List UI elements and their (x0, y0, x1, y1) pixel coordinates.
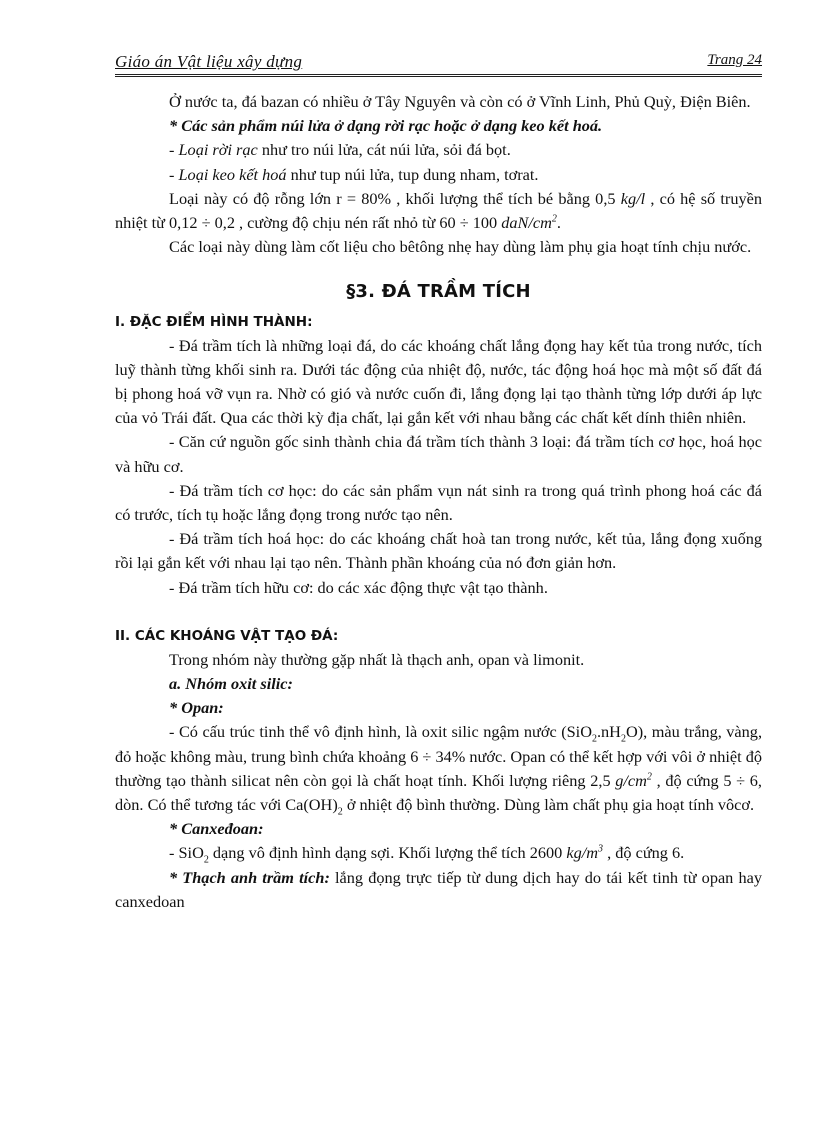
heading: II. CÁC KHOÁNG VẬT TẠO ĐÁ: (115, 627, 339, 644)
unit: daN/cm (501, 213, 552, 233)
text: . (556, 213, 561, 233)
text: như tro núi lửa, cát núi lửa, sỏi đá bọt. (257, 140, 511, 160)
paragraph: - Căn cứ nguồn gốc sinh thành chia đá trầm tích thành 3 loại: đá trầm tích cơ học, hoá học và hữu cơ. (115, 432, 762, 476)
unit: kg/l (620, 188, 646, 208)
paragraph (115, 163, 762, 187)
emphasis: Loại rời rạc (178, 140, 258, 160)
header-page-number: Trang 24 (707, 52, 762, 68)
text: ở nhiệt độ bình thường. Dùng làm chất phụ gia hoạt tính vôcơ. (342, 795, 755, 815)
header-rule (115, 74, 762, 78)
spacer (115, 600, 762, 624)
text: - (169, 140, 179, 160)
paragraph: - Đá trầm tích là những loại đá, do các khoáng chất lắng đọng hay kết tủa trong nước, tích luỹ thành từng khối sinh ra. Dưới tác động của nhiệt độ, nước, tác động hoá học mà một số đất đá bị phong hoá vỡ vụn ra. Nhờ có gió và nước cuốn đi, lắng đọng lại tạo thành từng lớp dưới áp lực của vỏ Trái đất. Qua các thời kỳ địa chất, lại gắn kết với nhau bằng các chất kết dính thiên nhiên. (115, 335, 762, 428)
header-title: Giáo án Vật liệu xây dựng (115, 52, 303, 71)
page-header (115, 52, 762, 74)
text: lắng đọng trực tiếp từ dung dịch hay do tái kết tinh từ opan hay canxedoan (115, 867, 762, 911)
superscript: 3 (598, 844, 604, 856)
emphasis: * Thạch anh trầm tích: (169, 867, 330, 887)
paragraph: - Đá trầm tích hữu cơ: do các xác động thực vật tạo thành. (169, 577, 548, 597)
text: .nH (596, 722, 621, 742)
paragraph: - Đá trầm tích cơ học: do các sản phẩm vụn nát sinh ra trong quá trình phong hoá các đá có trước, tích tụ hoặc lắng đọng trong nước tạo nên. (115, 480, 762, 525)
paragraph: Trong nhóm này thường gặp nhất là thạch anh, opan và limonit. (169, 649, 585, 669)
subscript: 2 (591, 733, 597, 745)
section-title: §3. ĐÁ TRẦM TÍCH (346, 281, 531, 303)
subheading: * Opan: (169, 698, 224, 718)
subheading: a. Nhóm oxit silic: (169, 674, 293, 694)
paragraph: - Đá trầm tích hoá học: do các khoáng chất hoà tan trong nước, kết tủa, lắng đọng xuống rồi lại gắn kết với nhau lại tạo nên. Thành phần khoáng của nó đơn giản hơn. (115, 529, 762, 573)
paragraph (115, 841, 762, 865)
heading: I. ĐẶC ĐIỂM HÌNH THÀNH: (115, 313, 313, 330)
page-content (115, 90, 762, 914)
text: O), màu trắng, vàng, đỏ hoặc không màu, trung bình chứa khoảng 6 ÷ 34% nước. Opan có thể kết hợp với vôi ở nhiệt độ thường tạo thành silicat nên còn gọi là chất hoạt tính. Khối lượng riêng 2,5 (115, 722, 763, 790)
text: , độ cứng 5 ÷ 6, dòn. Có thể tương tác với Ca(OH) (115, 770, 762, 815)
subheading: * Canxeđoan: (169, 819, 264, 839)
superscript: 2 (646, 771, 652, 783)
subheading: * Các sản phẩm núi lửa ở dạng rời rạc hoặc ở dạng keo kết hoá. (169, 116, 603, 136)
paragraph: Ở nước ta, đá bazan có nhiều ở Tây Nguyên và còn có ở Vĩnh Linh, Phủ Quỳ, Điện Biên. (169, 92, 751, 111)
text: như tup núi lửa, tup dung nham, tơrat. (286, 164, 539, 184)
paragraph (115, 866, 762, 914)
text: - SiO (169, 843, 204, 863)
text: , độ cứng 6. (603, 843, 685, 863)
text: - (169, 164, 179, 184)
subscript: 2 (337, 806, 343, 818)
paragraph: Các loại này dùng làm cốt liệu cho bêtông nhẹ hay dùng làm phụ gia hoạt tính chịu nước. (169, 237, 752, 257)
paragraph (115, 187, 762, 235)
unit: kg/m (566, 843, 599, 863)
text: Loại này có độ rỗng lớn r = 80% , khối lượng thể tích bé bằng 0,5 (169, 188, 621, 208)
text: - Có cấu trúc tinh thể vô định hình, là oxit silic ngậm nước (SiO (169, 722, 592, 742)
paragraph (115, 138, 762, 162)
paragraph (115, 720, 762, 817)
superscript: 2 (551, 213, 557, 225)
subscript: 2 (620, 733, 626, 745)
text: dạng vô định hình dạng sợi. Khối lượng thể tích 2600 (208, 843, 567, 863)
unit: g/cm (615, 770, 647, 790)
emphasis: Loại keo kết hoá (178, 164, 287, 184)
text: , có hệ số truyền nhiệt từ 0,12 ÷ 0,2 , cường độ chịu nén rất nhỏ từ 60 ÷ 100 (115, 188, 762, 233)
subscript: 2 (203, 854, 209, 866)
